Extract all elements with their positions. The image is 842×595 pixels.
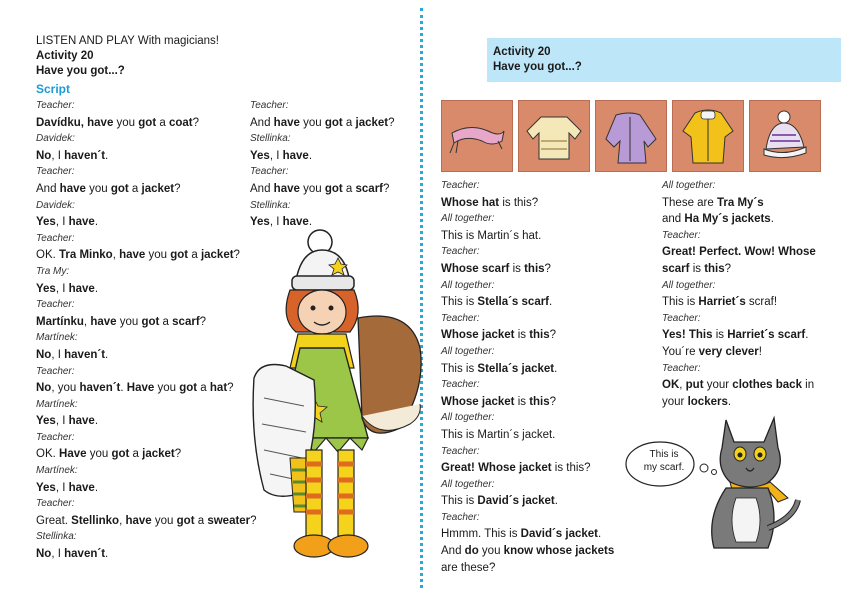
bold-phrase: haven´t: [79, 382, 121, 395]
text-run: is: [514, 395, 530, 408]
text-run: .: [770, 213, 774, 226]
text-run: and: [662, 213, 685, 226]
dialogue-line: [662, 261, 816, 278]
text-run: This is: [441, 495, 478, 508]
activity-title-box: [487, 38, 841, 82]
bold-phrase: got: [110, 182, 129, 195]
bold-phrase: OK: [662, 379, 680, 392]
text-run: , I: [55, 216, 69, 229]
speaker-label: Stellinka:: [250, 133, 291, 145]
text-run: , I: [55, 415, 69, 428]
speaker-label: Teacher:: [36, 431, 75, 443]
text-run: OK.: [36, 448, 60, 461]
speaker-label: Teacher:: [662, 312, 701, 324]
speaker-label: All together:: [662, 279, 716, 291]
dialogue-line: [441, 195, 614, 212]
text-run: ?: [724, 262, 732, 275]
script-column-middle: [250, 98, 395, 231]
speaker-label: All together:: [441, 279, 495, 291]
dialogue-line: [441, 361, 614, 378]
text-run: a: [128, 182, 142, 195]
bold-phrase: Whose scarf: [441, 262, 510, 275]
speaker-label: Teacher:: [441, 312, 480, 324]
text-run: And: [250, 182, 274, 195]
text-run: .: [105, 149, 109, 162]
speaker-label: Stellinka:: [36, 531, 77, 543]
dialogue-line: [250, 181, 395, 198]
text-run: This is: [441, 362, 478, 375]
text-run: you: [86, 448, 112, 461]
bold-phrase: clothes back: [732, 379, 802, 392]
speaker-label: Teacher:: [36, 100, 75, 111]
bold-phrase: coat: [168, 116, 193, 129]
dialogue-line: [250, 115, 395, 132]
bold-phrase: got: [170, 249, 189, 262]
text-run: , I: [269, 149, 283, 162]
bold-phrase: Whose jacket: [441, 329, 515, 342]
speaker-label: Stellinka:: [250, 199, 291, 211]
dialogue-line: [36, 314, 257, 331]
bold-phrase: got: [324, 182, 343, 195]
text-run: .: [549, 296, 553, 309]
text-run: ?: [544, 262, 551, 275]
bold-phrase: Great! Whose jacket: [441, 462, 552, 475]
bold-phrase: No: [36, 149, 52, 162]
dialogue-line: [441, 294, 614, 311]
bold-phrase: this: [524, 262, 545, 275]
dialogue-line: [36, 148, 257, 165]
text-run: Great.: [36, 514, 72, 527]
speaker-label: Davidek:: [36, 199, 75, 211]
text-run: ?: [174, 182, 181, 195]
bold-phrase: Martínku: [36, 315, 84, 328]
speaker-label: Teacher:: [250, 166, 289, 178]
bold-phrase: have: [90, 315, 117, 328]
text-run: you: [151, 514, 177, 527]
bold-phrase: this: [529, 329, 550, 342]
bold-phrase: have: [273, 116, 300, 129]
dialogue-line: [36, 546, 257, 563]
bold-phrase: Ha My´s jackets: [684, 213, 771, 226]
text-run: .: [727, 395, 732, 408]
text-run: a: [197, 382, 210, 395]
bold-phrase: Yes: [36, 282, 56, 295]
activity-number-right: Activity 20: [493, 46, 551, 58]
text-run: ?: [250, 514, 257, 527]
text-run: a: [342, 182, 356, 195]
bold-phrase: have: [119, 249, 146, 262]
speech-bubble-text: [636, 448, 692, 474]
bold-phrase: lockers: [687, 395, 728, 408]
text-run: ?: [192, 116, 200, 129]
dialogue-column-right: [662, 178, 816, 410]
bold-phrase: sweater: [207, 514, 251, 527]
speaker-label: Teacher:: [36, 166, 75, 178]
dialogue-column-left: [441, 178, 614, 576]
text-run: .: [805, 329, 809, 342]
bold-phrase: have: [68, 282, 95, 295]
bold-phrase: Yes: [36, 216, 56, 229]
text-run: .: [94, 282, 99, 295]
text-run: you: [85, 182, 111, 195]
text-run: is this?: [499, 196, 539, 209]
bold-phrase: Stellinko: [71, 514, 120, 527]
text-run: a: [342, 116, 356, 129]
bold-phrase: do: [464, 545, 479, 558]
text-run: your: [703, 379, 733, 392]
speaker-label: All together:: [441, 213, 495, 225]
text-run: This is Martin´s jacket.: [441, 428, 556, 441]
speaker-label: Teacher:: [441, 379, 480, 391]
text-run: ?: [174, 448, 182, 461]
girl-with-clothes-illustration: [250, 228, 450, 568]
dialogue-line: [662, 377, 816, 394]
bold-phrase: Davídku, have: [36, 116, 114, 129]
bold-phrase: Whose jacket: [441, 395, 515, 408]
text-run: , I: [51, 149, 65, 162]
bold-phrase: put: [685, 379, 704, 392]
text-run: .: [308, 149, 313, 162]
dialogue-line: [662, 211, 816, 228]
bold-phrase: Stella´s scarf: [477, 296, 550, 309]
text-run: a: [194, 514, 208, 527]
dialogue-line: [441, 228, 614, 245]
dialogue-line: [36, 115, 257, 132]
dialogue-line: [441, 526, 614, 543]
text-run: !: [758, 345, 762, 358]
text-run: is: [514, 329, 530, 342]
text-run: you: [113, 116, 139, 129]
bold-phrase: haven´t: [64, 348, 106, 361]
bold-phrase: know whose jackets: [503, 545, 615, 558]
activity-title-right: Have you got...?: [493, 61, 582, 73]
text-run: , I: [269, 216, 283, 229]
cat-with-speech-bubble-illustration: [618, 408, 818, 558]
jacket-icon: [595, 100, 667, 172]
text-run: Hmmm. This is: [441, 528, 521, 541]
text-run: is: [689, 262, 705, 275]
dialogue-line: [662, 244, 816, 261]
text-run: .: [94, 216, 99, 229]
dialogue-line: [36, 513, 257, 530]
bold-phrase: have: [273, 182, 300, 195]
bold-phrase: got: [179, 382, 198, 395]
text-run: you: [299, 116, 325, 129]
dialogue-line: [36, 214, 257, 231]
text-run: scraf!: [745, 296, 778, 309]
speaker-label: All together:: [662, 180, 716, 191]
text-run: you: [145, 249, 171, 262]
script-column-left: [36, 98, 257, 563]
dialogue-line: [662, 344, 816, 361]
text-run: ?: [233, 249, 240, 262]
text-run: .: [105, 548, 109, 561]
text-run: ?: [549, 329, 557, 342]
bold-phrase: have: [68, 216, 95, 229]
bold-phrase: scarf: [172, 315, 200, 328]
dialogue-line: [441, 427, 614, 444]
text-run: your: [662, 395, 688, 408]
bold-phrase: this: [704, 262, 725, 275]
speaker-label: All together:: [441, 478, 495, 490]
text-run: You´re: [662, 345, 699, 358]
dialogue-line: [250, 148, 395, 165]
bold-phrase: very clever: [698, 345, 759, 358]
speaker-label: Teacher:: [36, 365, 75, 377]
text-run: , I: [55, 282, 69, 295]
speaker-label: Teacher:: [36, 299, 75, 311]
speaker-label: Teacher:: [441, 180, 480, 191]
text-run: This is: [662, 296, 699, 309]
dialogue-line: [662, 327, 816, 344]
bubble-line-1: This is: [649, 449, 679, 460]
bold-phrase: have: [282, 216, 309, 229]
bold-phrase: jacket: [142, 448, 175, 461]
speaker-label: Teacher:: [662, 362, 701, 374]
activity-title: Have you got...?: [36, 65, 125, 77]
text-run: is this?: [551, 462, 591, 475]
text-run: .: [554, 362, 558, 375]
speaker-label: Teacher:: [441, 246, 480, 258]
bold-phrase: Great! Perfect. Wow! Whose: [662, 246, 816, 259]
bold-phrase: No: [36, 548, 52, 561]
left-header: [36, 34, 219, 79]
text-run: And: [250, 116, 274, 129]
speaker-label: Davidek:: [36, 133, 75, 145]
bold-phrase: Have: [59, 448, 87, 461]
script-label: Script: [36, 82, 71, 96]
speaker-label: All together:: [441, 345, 495, 357]
bold-phrase: scarf: [355, 182, 384, 195]
hat-icon: [749, 100, 821, 172]
text-run: OK.: [36, 249, 60, 262]
text-run: a: [188, 249, 201, 262]
text-run: are these?: [441, 561, 496, 574]
speaker-label: All together:: [441, 412, 495, 424]
text-run: is: [712, 329, 728, 342]
dialogue-line: [36, 380, 257, 397]
dialogue-line: [441, 327, 614, 344]
text-run: , I: [51, 348, 65, 361]
speaker-label: Teacher:: [441, 511, 480, 523]
bold-phrase: got: [138, 116, 157, 129]
bold-phrase: got: [141, 315, 160, 328]
bold-phrase: Have: [126, 382, 155, 395]
speaker-label: Martínek:: [36, 332, 78, 344]
dialogue-line: [36, 247, 257, 264]
text-run: a: [159, 315, 173, 328]
bold-phrase: Stella´s jacket: [477, 362, 555, 375]
bold-phrase: jacket: [355, 116, 389, 129]
text-run: , I: [51, 548, 65, 561]
bold-phrase: Yes: [250, 149, 270, 162]
speaker-label: Martínek:: [36, 398, 78, 410]
bold-phrase: got: [176, 514, 195, 527]
text-run: ,: [83, 315, 91, 328]
bold-phrase: got: [324, 116, 343, 129]
text-run: ,: [112, 249, 120, 262]
dialogue-line: [441, 394, 614, 411]
bold-phrase: this: [529, 395, 550, 408]
text-run: you: [478, 545, 504, 558]
dialogue-line: [441, 543, 614, 560]
bold-phrase: have: [125, 514, 152, 527]
header-title: LISTEN AND PLAY With magicians!: [36, 35, 220, 47]
dialogue-line: [441, 261, 614, 278]
scarf-icon: [441, 100, 513, 172]
text-run: ,: [679, 379, 686, 392]
dialogue-line: [662, 294, 816, 311]
bold-phrase: have: [282, 149, 309, 162]
bold-phrase: scarf: [662, 262, 690, 275]
text-run: ,: [119, 514, 126, 527]
bold-phrase: Whose hat: [441, 196, 500, 209]
text-run: .: [308, 216, 313, 229]
text-run: , I: [55, 481, 69, 494]
text-run: you: [299, 182, 325, 195]
text-run: .: [598, 528, 602, 541]
bold-phrase: haven´t: [64, 548, 106, 561]
dialogue-line: [36, 347, 257, 364]
text-run: you: [116, 315, 142, 328]
text-run: This is Martin´s hat.: [441, 229, 542, 242]
bold-phrase: Yes: [250, 216, 270, 229]
bold-phrase: David´s jacket: [520, 528, 599, 541]
text-run: a: [156, 116, 169, 129]
activity-number: Activity 20: [36, 50, 94, 62]
text-run: These are: [662, 196, 717, 209]
speaker-label: Tra My:: [36, 265, 70, 277]
speaker-label: Martínek:: [36, 465, 78, 477]
bold-phrase: Harriet´s scarf: [727, 329, 806, 342]
speaker-label: Teacher:: [441, 445, 480, 457]
dialogue-line: [662, 195, 816, 212]
bold-phrase: have: [68, 415, 95, 428]
bold-phrase: No: [36, 382, 52, 395]
speaker-label: Teacher:: [250, 100, 289, 111]
bold-phrase: got: [111, 448, 130, 461]
coat-icon: [672, 100, 744, 172]
speaker-label: Teacher:: [36, 232, 75, 244]
text-run: ?: [388, 116, 395, 129]
text-run: a: [129, 448, 143, 461]
speaker-label: Teacher:: [36, 498, 75, 510]
text-run: .: [120, 382, 127, 395]
dialogue-line: [441, 493, 614, 510]
text-run: ?: [383, 182, 390, 195]
text-run: .: [94, 481, 99, 494]
text-run: .: [554, 495, 558, 508]
dialogue-line: [36, 281, 257, 298]
text-run: ?: [199, 315, 207, 328]
bold-phrase: Yes! This: [662, 329, 713, 342]
bold-phrase: Harriet´s: [698, 296, 746, 309]
speaker-label: Teacher:: [662, 229, 701, 241]
bold-phrase: Yes: [36, 415, 56, 428]
dialogue-line: [36, 446, 257, 463]
text-run: ?: [549, 395, 557, 408]
text-run: is: [509, 262, 525, 275]
text-run: This is: [441, 296, 478, 309]
bold-phrase: jacket: [200, 249, 234, 262]
bold-phrase: Yes: [36, 481, 56, 494]
text-run: ?: [227, 382, 234, 395]
bold-phrase: David´s jacket: [477, 495, 555, 508]
text-run: you: [154, 382, 180, 395]
bold-phrase: haven´t: [64, 149, 106, 162]
bold-phrase: hat: [209, 382, 228, 395]
bold-phrase: have: [68, 481, 95, 494]
text-run: in: [801, 379, 815, 392]
bold-phrase: Tra My´s: [716, 196, 764, 209]
dialogue-line: [36, 181, 257, 198]
bold-phrase: No: [36, 348, 52, 361]
dialogue-line: [36, 413, 257, 430]
bold-phrase: Tra Minko: [59, 249, 113, 262]
text-run: , you: [51, 382, 80, 395]
text-run: .: [94, 415, 99, 428]
sweater-icon: [518, 100, 590, 172]
dialogue-line: [441, 460, 614, 477]
bubble-line-2: my scarf.: [643, 462, 685, 473]
dialogue-line: [441, 560, 614, 577]
text-run: And: [441, 545, 465, 558]
bold-phrase: have: [59, 182, 86, 195]
text-run: .: [105, 348, 109, 361]
dialogue-line: [36, 480, 257, 497]
text-run: And: [36, 182, 60, 195]
bold-phrase: jacket: [141, 182, 175, 195]
